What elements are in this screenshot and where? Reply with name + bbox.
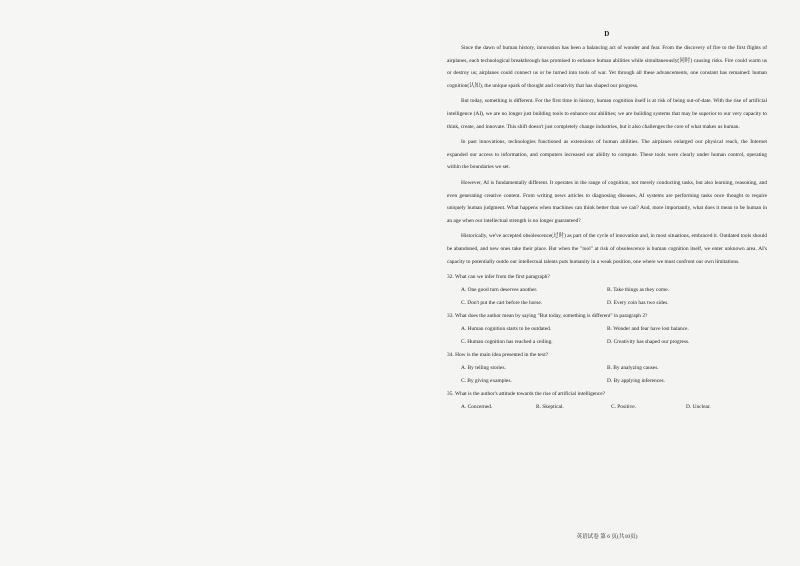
options-row [447, 284, 767, 297]
options-row [447, 401, 767, 414]
question-35 [447, 388, 767, 414]
question-32 [447, 271, 767, 310]
options-row [447, 375, 767, 388]
option-d[interactable]: D. Every coin has two sides. [607, 300, 669, 307]
page-footer: 英语试卷 第 6 页(共10页) [576, 534, 638, 540]
option-d[interactable]: D. Creativity has shaped our progress. [607, 339, 690, 346]
option-d[interactable]: D. Unclear. [686, 404, 711, 411]
option-c[interactable]: C. Don't put the cart before the horse. [461, 300, 543, 307]
option-c[interactable]: C. Positive. [611, 404, 637, 411]
option-a[interactable]: A. Human cognition starts to be outdated. [461, 326, 552, 333]
option-a[interactable]: A. By telling stories. [461, 365, 506, 372]
option-a[interactable]: A. Concerned. [461, 404, 493, 411]
option-c[interactable]: C. By giving examples. [461, 378, 512, 385]
question-stem: 34. How is the main idea presented in the text? [447, 352, 549, 359]
option-d[interactable]: D. By applying inferences. [607, 378, 665, 385]
option-b[interactable]: B. By analyzing causes. [607, 365, 659, 372]
question-34 [447, 349, 767, 388]
question-33 [447, 310, 767, 349]
paragraph-2: But today, something is different. For the first time in history, human cognition itself is at risk of being out-of-date. With the rise of artificial intelligence (AI), we are no longer just building tools to enhance our abilities; we are building systems that may be superior to our very capacity to think, create, and innovate. This shift doesn't just completely change industries, but it also challenges the core of what makes us human. [447, 98, 767, 130]
paragraph-4: However, AI is fundamentally different. It operates in the range of cognition, not merely conducting tasks, but also learning, reasoning, and even generating creative content. From writing news articles to diagnosing diseases, AI systems are performing tasks once thought to require uniquely human judgment. What happens when machines can think better than we can? And, more importantly, what does it mean to be human in an age when our intellectual strength is no longer guaranteed? [447, 179, 767, 224]
question-stem: 32. What can we infer from the first paragraph? [447, 274, 550, 281]
question-stem: 35. What is the author's attitude towards the rise of artificial intelligence? [447, 391, 606, 398]
paragraph-1: Since the dawn of human history, innovation has been a balancing act of wonder and fear. From the discovery of fire to the first flights of airplanes, each technological breakthrough has promised to enhance human abilities while simultaneously(同时) causing risks. Fire could warm us or destroy us; airplanes could connect us or be turned into tools of war. Yet through all these advancements, one constant has remained: human cognition(认知), the unique spark of thought and creativity that has shaped our progress. [447, 45, 767, 89]
option-a[interactable]: A. One good turn deserves another. [461, 287, 538, 294]
section-title: D [604, 30, 610, 38]
options-row [447, 336, 767, 349]
paragraph-5: Historically, we've accepted obsolescence(过时) as part of the cycle of innovation and, in most situations, embraced it. Outdated tools should be abandoned, and new ones take their place. But when the "tool" at risk of obsolescence is human cognition itself, we enter unknown area. AI's capacity to potentially outdo our intellectual talents puts humanity in a weak position, one where we must confront our own limitations. [447, 233, 767, 265]
options-row [447, 297, 767, 310]
question-stem: 33. What does the author mean by saying "But today, something is different" in paragraph 2? [447, 313, 648, 320]
option-b[interactable]: B. Skeptical. [536, 404, 564, 411]
option-c[interactable]: C. Human cognition has reached a ceiling. [461, 339, 553, 346]
options-row [447, 323, 767, 336]
option-b[interactable]: B. Wonder and fear have lost balance. [607, 326, 689, 333]
options-row [447, 362, 767, 375]
reading-passage-d [447, 30, 767, 414]
paragraph-3: In past innovations, technologies functioned as extensions of human abilities. The airplanes enlarged our physical reach, the Internet expanded our access to information, and computers increased our ability to compute. These tools were clearly under human control, operating within the boundaries we set. [447, 139, 767, 171]
option-b[interactable]: B. Take things as they come. [607, 287, 669, 294]
